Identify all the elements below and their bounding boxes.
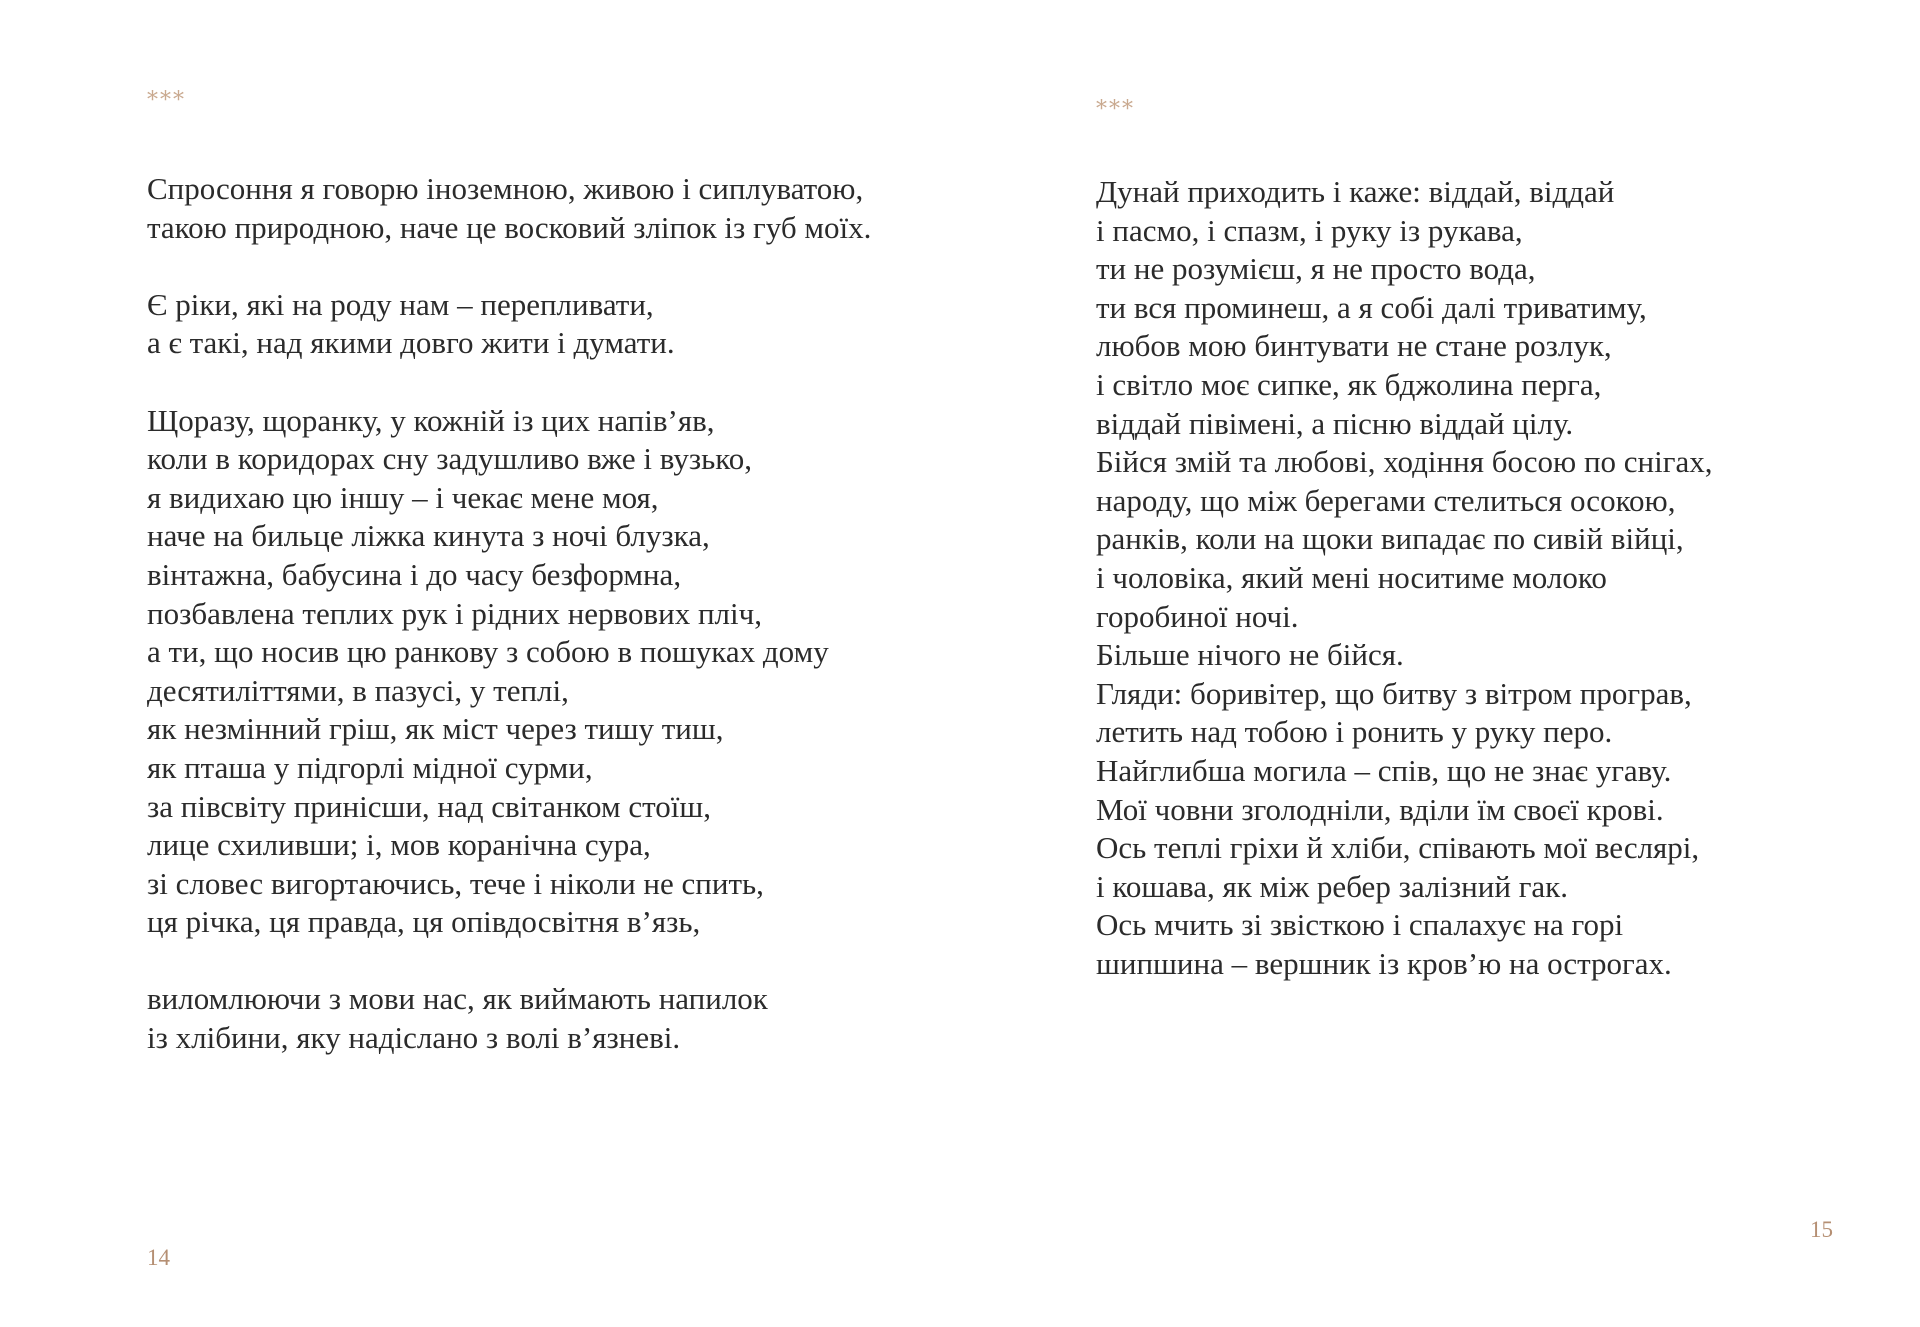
poem-line: наче на бильце ліжка кинута з ночі блузка, xyxy=(147,518,710,554)
poem-line: Дунай приходить і каже: віддай, віддай xyxy=(1096,174,1615,209)
poem-line: а є такі, над якими довго жити і думати. xyxy=(147,325,675,361)
poem-line: Ось теплі гріхи й хліби, співають мої веслярі, xyxy=(1096,830,1700,866)
poem-line: Мої човни зголодніли, вділи їм своєї крові. xyxy=(1096,791,1664,827)
stanza xyxy=(147,980,871,1057)
poem-line: народу, що між берегами стелиться осокою, xyxy=(1096,482,1676,518)
poem-line: Гляди: боривітер, що битву з вітром програв, xyxy=(1096,675,1692,711)
poem-line: шипшина – вершник із кров’ю на острогах. xyxy=(1096,945,1672,981)
stanza xyxy=(147,402,871,942)
poem-line: віддай півімені, а пісню віддай цілу. xyxy=(1096,405,1574,441)
section-ornament: *** xyxy=(147,88,186,113)
poem-line: і чоловіка, який мені носитиме молоко xyxy=(1096,559,1607,595)
page-number: 15 xyxy=(1810,1217,1833,1242)
poem-line: вінтажна, бабусина і до часу безформна, xyxy=(147,556,682,592)
poem-line: летить над тобою і ронить у руку перо. xyxy=(1096,714,1613,750)
poem-line: і світло моє сипке, як бджолина перга, xyxy=(1096,366,1602,402)
section-ornament: *** xyxy=(1096,97,1135,122)
right-page xyxy=(960,0,1920,1327)
stanza xyxy=(1096,173,1712,983)
poem-line: любов мою бинтувати не стане розлук, xyxy=(1096,328,1612,364)
poem-line: Є ріки, які на роду нам – перепливати, xyxy=(147,286,654,322)
poem-text xyxy=(1096,173,1712,983)
poem-line: я видихаю цю іншу – і чекає мене моя, xyxy=(147,479,659,515)
poem-line: коли в коридорах сну задушливо вже і вузько, xyxy=(147,441,752,477)
poem-line: як пташа у підгорлі мідної сурми, xyxy=(147,749,593,785)
poem-line: горобиної ночі. xyxy=(1096,598,1299,634)
page-number: 14 xyxy=(147,1245,170,1270)
poem-line: а ти, що носив цю ранкову з собою в пошуках дому xyxy=(147,634,829,670)
poem-line: як незмінний гріш, як міст через тишу тиш, xyxy=(147,711,724,747)
poem-line: Щоразу, щоранку, у кожній із цих напів’яв, xyxy=(147,402,715,438)
poem-line: лице схиливши; і, мов коранічна сура, xyxy=(147,827,651,863)
poem-line: ти не розумієш, я не просто вода, xyxy=(1096,251,1536,287)
poem-line: і кошава, як між ребер залізний гак. xyxy=(1096,868,1568,904)
poem-line: такою природною, наче це восковий зліпок із губ моїх. xyxy=(147,209,872,245)
poem-line: ця річка, ця правда, ця опівдосвітня в’язь, xyxy=(147,904,701,940)
stanza xyxy=(147,170,871,247)
poem-line: із хлібини, яку надіслано з волі в’язневі. xyxy=(147,1020,681,1056)
stanza xyxy=(147,286,871,363)
poem-line: Найглибша могила – спів, що не знає угаву. xyxy=(1096,752,1672,788)
poem-line: і пасмо, і спазм, і руку із рукава, xyxy=(1096,212,1523,248)
poem-text xyxy=(147,170,871,1058)
poem-line: ранків, коли на щоки випадає по сивій війці, xyxy=(1096,521,1684,557)
poem-line: Бійся змій та любові, ходіння босою по снігах, xyxy=(1096,444,1713,480)
poem-line: за півсвіту принісши, над світанком стоїш, xyxy=(147,788,711,824)
poem-line: Ось мчить зі звісткою і спалахує на горі xyxy=(1096,907,1624,943)
poem-line: ти вся проминеш, а я собі далі триватиму, xyxy=(1096,289,1647,325)
poem-line: Більше нічого не бійся. xyxy=(1096,637,1404,673)
poem-line: десятиліттями, в пазусі, у теплі, xyxy=(147,672,569,708)
poem-line: зі словес вигортаючись, тече і ніколи не спить, xyxy=(147,865,764,901)
poem-line: позбавлена теплих рук і рідних нервових пліч, xyxy=(147,595,762,631)
poem-line: виломлюючи з мови нас, як виймають напилок xyxy=(147,981,768,1017)
poem-line: Спросоння я говорю іноземною, живою і сиплуватою, xyxy=(147,171,864,206)
